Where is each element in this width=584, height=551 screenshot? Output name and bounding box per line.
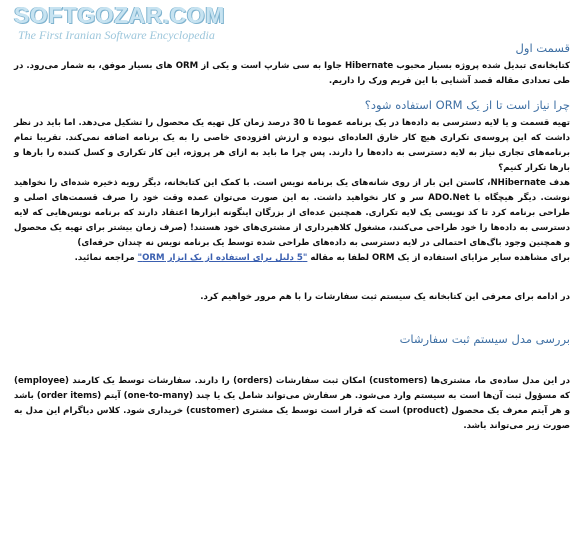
watermark-title: SOFTGOZAR.COM xyxy=(14,2,225,28)
more-benefits-end: مراجعه نمائید. xyxy=(74,253,138,263)
watermark-subtitle: The First Iranian Software Encyclopedia xyxy=(18,28,215,42)
nhibernate-goal-paragraph: هدف NHibernate، کاستن این بار از روی شانه‌های یک برنامه نویس است. با کمک این کتابخانه، دیگر رویه ذخیره شده‌ای را نخواهید نوشت. دیگر هیچگاه با ADO.Net سر و کار نخواهید داشت. به این صورت می‌توان عمده وقت خود را صرف قسمت‌های اصلی و طراحی برنامه کرد تا کد نویسی یک لایه تکراری. همچنین عده‌ای از بزرگان اینگونه ابزارها اعتقاد دارند که برنامه نویس‌هایی که لایه دسترسی به داده‌ها را خود طراحی می‌کنند، مشغول کلاهبرداری از مشتری‌های خود هستند! (صرف زمان بیشتر برای تهیه یک محصول و همچنین وجود باگ‌های احتمالی در لایه دسترسی به داده‌های طراحی شده توسط یک برنامه نویس نه چندان حرفه‌ای) xyxy=(14,178,570,248)
section-heading: قسمت اول xyxy=(515,41,570,55)
orm-reasons-link[interactable]: "5 دلیل برای استفاده از یک ابزار ORM" xyxy=(137,253,308,263)
more-benefits-text: برای مشاهده سایر مزایای استفاده از یک ORM لطفا به مقاله xyxy=(307,253,570,263)
continue-paragraph: در ادامه برای معرفی این کتابخانه یک سیستم ثبت سفارشات را با هم مرور خواهیم کرد. xyxy=(200,292,570,302)
intro-paragraph: کتابخانه‌ی تبدیل شده پروژه بسیار محبوب Hibernate جاوا به سی شارپ است و یکی از ORM های بسیار موفق، به شمار می‌رود. در طی تعدادی مقاله قصد آشنایی با این فریم ورک را داریم. xyxy=(14,61,570,86)
why-orm-paragraph: تهیه قسمت و یا لایه دسترسی به داده‌ها در یک برنامه عموما تا 30 درصد زمان کل تهیه یک محصول را تشکیل می‌دهد. اما باید در نظر داشت که این پروسه‌ی تکراری هیچ کار خارق العاده‌ای نبوده و ارزش افزوده‌ی خاصی را به یک برنامه اضافه نمی‌کند. تقریبا تمام برنامه‌های تجاری نیاز به لایه دسترسی به داده‌ها را دارند. پس چرا ما باید به ازای هر پروژه، این کار تکراری و کسل کننده را بارها و بارها تکرار کنیم؟ xyxy=(14,118,570,173)
more-benefits-paragraph xyxy=(14,251,570,266)
why-orm-heading: چرا نیاز است تا از یک ORM استفاده شود؟ xyxy=(364,98,570,112)
article-body xyxy=(14,40,570,434)
order-model-heading: بررسی مدل سیستم ثبت سفارشات xyxy=(399,332,570,346)
order-model-paragraph: در این مدل ساده‌ی ما، مشتری‌ها (customers) امکان ثبت سفارشات (orders) را دارند. سفارشات توسط یک کارمند (employee) که مسؤول ثبت آن‌ها است به سیستم وارد می‌شود. هر سفارش می‌تواند شامل یک یا چند (one-to-many) آیتم (order items) باشد و هر آیتم معرف یک محصول (product) است که قرار است توسط یک مشتری (customer) خریداری شود. کلاس دیاگرام این مدل به صورت زیر می‌تواند باشد. xyxy=(14,376,570,431)
